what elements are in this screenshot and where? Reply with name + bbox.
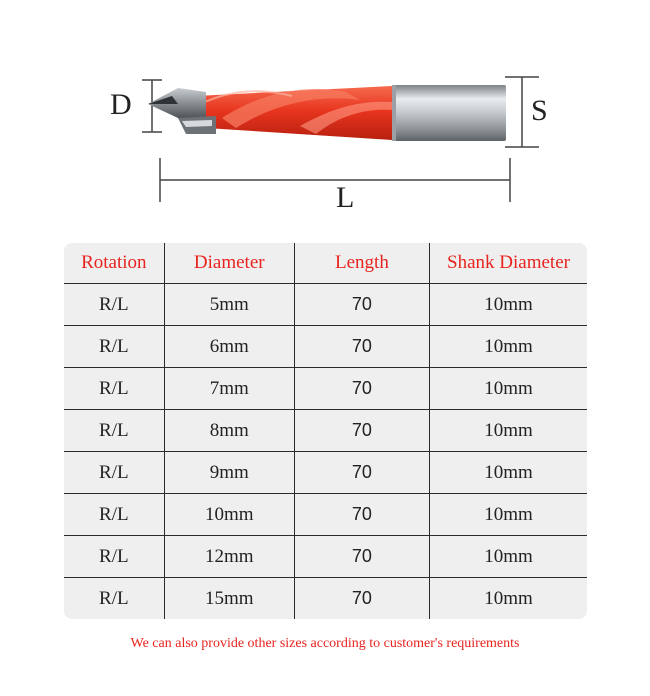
cell-rotation: R/L	[64, 326, 164, 368]
length-dimension-marker	[160, 158, 510, 202]
cell-shank-diameter: 10mm	[429, 494, 587, 536]
cell-shank-diameter: 10mm	[484, 587, 533, 609]
cell-diameter: 12mm	[164, 536, 294, 578]
table-header-row	[64, 243, 587, 284]
cell-length: 70	[294, 578, 429, 620]
header-shank-diameter: Shank Diameter	[429, 243, 587, 284]
drill-tip	[148, 88, 216, 134]
cell-rotation: R/L	[64, 536, 164, 578]
header-diameter: Diameter	[164, 243, 294, 284]
header-length: Length	[294, 243, 429, 284]
cell-length: 70	[294, 284, 429, 326]
cell-shank-diameter: 10mm	[429, 368, 587, 410]
cell-diameter: 9mm	[164, 452, 294, 494]
table-row	[64, 536, 587, 578]
cell-rotation: R/L	[64, 284, 164, 326]
diameter-label: D	[110, 88, 132, 121]
cell-length: 70	[294, 494, 429, 536]
cell-length: 70	[294, 410, 429, 452]
cell-diameter: 8mm	[164, 410, 294, 452]
cell-length: 70	[294, 368, 429, 410]
cell-shank-diameter: 10mm	[429, 536, 587, 578]
header-rotation: Rotation	[64, 243, 164, 284]
table-row	[64, 284, 587, 326]
cell-diameter: 15mm	[164, 578, 294, 620]
table-row	[64, 494, 587, 536]
cell-diameter: 5mm	[164, 284, 294, 326]
cell-rotation: R/L	[64, 494, 164, 536]
cell-diameter: 7mm	[164, 368, 294, 410]
cell-length: 70	[294, 326, 429, 368]
custom-sizes-note: We can also provide other sizes according to customer's requirements	[130, 636, 520, 651]
cell-length: 70	[294, 536, 429, 578]
cell-shank-diameter: 10mm	[429, 284, 587, 326]
cell-shank-diameter: 10mm	[429, 410, 587, 452]
length-label: L	[336, 181, 355, 214]
drill-bit-diagram	[0, 0, 650, 230]
drill-shank	[392, 85, 506, 141]
cell-length: 70	[294, 452, 429, 494]
table-row	[64, 368, 587, 410]
table-row	[64, 578, 587, 620]
cell-shank-diameter: 10mm	[429, 326, 587, 368]
cell-rotation: R/L	[64, 368, 164, 410]
cell-rotation: R/L	[64, 410, 164, 452]
cell-rotation: R/L	[64, 578, 164, 620]
table-row	[64, 410, 587, 452]
cell-diameter: 10mm	[164, 494, 294, 536]
cell-rotation: R/L	[64, 452, 164, 494]
cell-shank-diameter: 10mm	[429, 452, 587, 494]
table-row	[64, 452, 587, 494]
cell-diameter: 6mm	[164, 326, 294, 368]
shank-label: S	[531, 94, 548, 127]
table-row	[64, 326, 587, 368]
specification-table	[64, 243, 587, 619]
drill-body	[196, 86, 392, 140]
